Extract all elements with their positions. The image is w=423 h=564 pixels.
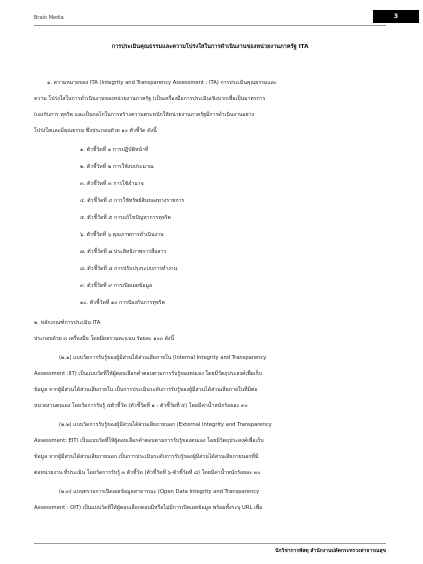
indicator-item: ๗. ตัวชี้วัดที่ ๗ ประสิทธิภาพการสื่อสาร [80,249,167,255]
section2-lead: ประกอบด้วย ๓ เครื่องมือ โดยมีผลรวมคะแนน ร้อยละ ๑๐๐ ดังนี้ [34,336,175,342]
oit-line-1: (๒.๓) แบบตรวจการเปิดเผยข้อมูลสาธารณะ (Open Data Integrity and Transparency [59,489,260,495]
header-divider [34,25,386,26]
intro-line-4: โปร่งใสและมีคุณธรรม ซึ่งประกอบด้วย ๑๐ ตัวชี้วัด ดังนี้ [34,128,157,134]
indicator-item: ๑๐. ตัวชี้วัดที่ ๑๐ การป้องกันการทุจริต [80,300,165,306]
eit-line-1: (๒.๒) แบบวัดการรับรู้ของผู้มีส่วนได้ส่วนเสียภายนอก (External Integrity and Transparency [59,422,272,428]
indicator-item: ๘. ตัวชี้วัดที่ ๘ การปรับปรุงระบบการทำงาน [80,266,178,272]
eit-line-2: Assessment: EIT) เป็นแบบวัดที่ให้ผู้ตอบเลือกคำตอบตามการรับรู้ของตนเอง โดยมีวัตถุประสงค์เพื่อเก็บ [34,438,264,444]
intro-line-3: (เองกับการ ทุจริต และเป็นกลไกในการสร้างความตระหนักให้หน่วยงานภาครัฐมีการดำเนินงานอย่าง [34,112,255,118]
indicator-item: ๓. ตัวชี้วัดที่ ๓ การใช้อำนาจ [80,181,144,187]
iit-line-1: (๒.๑) แบบวัดการรับรู้ของผู้มีส่วนได้ส่วนเสียภายใน (Internal Integrity and Transparency [59,355,267,361]
eit-line-3: ข้อมูล จากผู้มีส่วนได้ส่วนเสียภายนอก เป็นการประเมินระดับการรับรู้ของผู้มีส่วนได้ส่วนเสียภายนอกที่มี [34,454,259,460]
iit-line-2: Assessment :IIT) เป็นแบบวัดที่ให้ผู้ตอบเลือกคำตอบตามการรับรู้ของตนเอง โดยมีวัตถุประสงค์เพื่อเก็บ [34,371,262,377]
footer-text: นักวิชาการพัสดุ สำนักงานปลัดกระทรวงสาธารณสุข [275,548,386,554]
indicator-item: ๙. ตัวชี้วัดที่ ๙ การเปิดเผยข้อมูล [80,283,153,289]
document-title: การประเมินคุณธรรมและความโปร่งใสในการดำเนินงานของหน่วยงานภาครัฐ ITA [111,44,309,50]
header-brand: Brain Media [34,15,64,21]
iit-line-3: ข้อมูล จากผู้มีส่วนได้ส่วนเสียภายใน เป็นการประเมินระดับการรับรู้ของผู้มีส่วนได้ส่วนเสียภายในที่มีต่อ [34,387,258,393]
page-number: 3 [393,13,399,20]
page-number-badge [373,10,419,23]
oit-line-2: Assessment : OIT) เป็นแบบวัดที่ให้ผู้ตอบเลือกตอบมีหรือไม่มีการเปิดเผยข้อมูล พร้อมทั้งระบุ URL เพื่อ [34,505,263,511]
intro-line-2: ความ โปร่งใสในการดำเนินงานของหน่วยงานภาครัฐ (เป็นเครื่องมือการประเมินเชิงบวกเพื่อเป็นมาตรการ [34,96,266,102]
indicator-item: ๒. ตัวชี้วัดที่ ๒ การใช้งบประมาณ [80,164,154,170]
intro-line-1: ๑. ความหมายของ ITA (Integrity and Transparency Assessment : ITA) การประเมินคุณธรรมและ [47,80,277,86]
indicator-item: ๑. ตัวชี้วัดที่ ๑ การปฏิบัติหน้าที่ [80,147,149,153]
indicator-item: ๔. ตัวชี้วัดที่ ๔ การใช้ทรัพย์สินของทางราชการ [80,198,185,204]
indicator-item: ๕. ตัวชี้วัดที่ ๕ การแก้ไขปัญหาการทุจริต [80,215,171,221]
section2-heading: ๒. หลักเกณฑ์การประเมิน ITA [34,320,101,326]
eit-line-4: ต่อหน่วยงาน ที่ประเมิน โดยวัดการรับรู้ ๓ ตัวชี้วัด (ตัวชี้วัดที่ ๖-ตัวชี้วัดที่ ๘) โดยมีค่าน้ำหนักร้อยละ ๓๐ [34,470,261,476]
footer-divider [34,543,386,544]
iit-line-4: หน่วยงานตนเอง โดยวัดการรับรู้ ๕ตัวชี้วัด (ตัวชี้วัดที่ ๑ - ตัวชี้วัดที่ ๕) โดยมีค่าน้ำหนักร้อยละ ๓๐ [34,403,248,409]
indicator-item: ๖. ตัวชี้วัดที่ ๖ คุณภาพการดำเนินงาน [80,232,164,238]
